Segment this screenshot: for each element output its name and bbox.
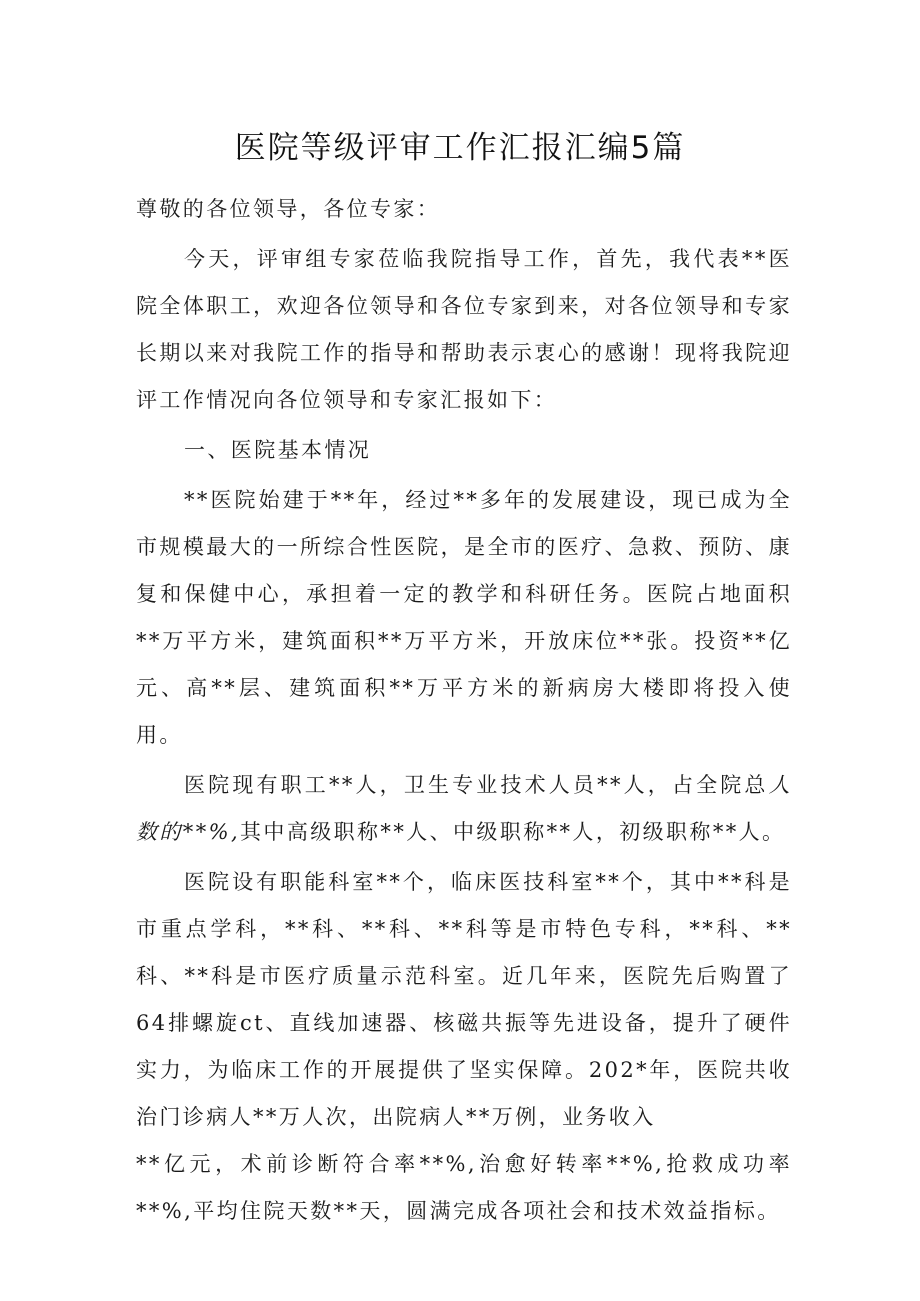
intro-paragraph: 今天，评审组专家莅临我院指导工作，首先，我代表**医院全体职工，欢迎各位领导和各位专家到来，对各位领导和专家长期以来对我院工作的指导和帮助表示衷心的感谢！现将我院迎评工作情况向各位领导和专家汇报如下： xyxy=(136,247,792,412)
paragraph-staff xyxy=(136,762,792,856)
paragraph-staff-italic: 人数的**%, xyxy=(136,773,792,844)
paragraph-indicators: **亿元，术前诊断符合率**%,治愈好转率**%,抢救成功率**%,平均住院天数**天，圆满完成各项社会和技术效益指标。 xyxy=(136,1152,792,1223)
paragraph-staff-end: 其中高级职称**人、中级职称**人，初级职称**人。 xyxy=(240,820,786,844)
paragraph-hospital-overview: **医院始建于**年，经过**多年的发展建设，现已成为全市规模最大的一所综合性医院，是全市的医疗、急救、预防、康复和保健中心，承担着一定的教学和科研任务。医院占地面积**万平方米，建筑面积**万平方米，开放床位**张。投资**亿元、高**层、建筑面积**万平方米的新病房大楼即将投入使用。 xyxy=(136,488,792,747)
section-heading: 一、医院基本情况 xyxy=(184,438,372,462)
salutation: 尊敬的各位领导，各位专家： xyxy=(136,197,441,221)
paragraph-staff-start: 医院现有职工**人，卫生专业技术人员**人，占全院总 xyxy=(184,773,769,797)
document-body xyxy=(136,186,792,1235)
paragraph-departments: 医院设有职能科室**个，临床医技科室**个，其中**科是市重点学科，**科、**科、**科等是市特色专科，**科、**科、**科是市医疗质量示范科室。近几年来，医院先后购置了64排螺旋ct、直线加速器、核磁共振等先进设备，提升了硬件实力，为临床工作的开展提供了坚实保障。202*年，医院共收治门诊病人**万人次，出院病人**万例，业务收入 xyxy=(136,870,792,1129)
document-title: 医院等级评审工作汇报汇编5篇 xyxy=(234,130,686,166)
